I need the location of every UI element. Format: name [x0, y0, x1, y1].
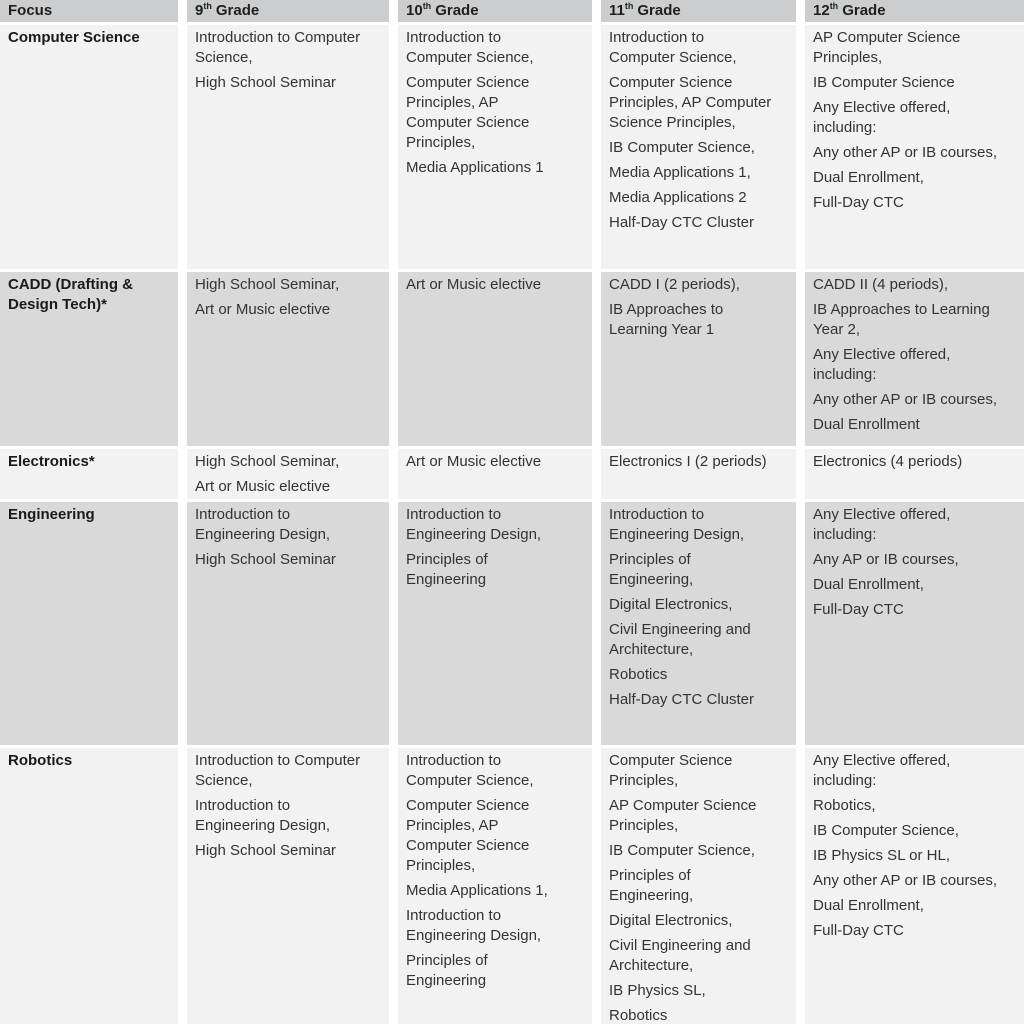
cell-electronics-grade12: [805, 449, 1024, 499]
course-item: Half-Day CTC Cluster: [609, 691, 755, 708]
cell-computer-science-grade12: [805, 25, 1024, 269]
course-item: Robotics,: [813, 797, 876, 814]
course-item: IB Physics SL or HL,: [813, 847, 950, 864]
course-item: Computer Science Principles, AP Computer Science Principles,: [406, 74, 530, 151]
course-item: Computer Science Principles, AP Computer Science Principles,: [609, 74, 772, 131]
course-item: Media Applications 1,: [609, 164, 751, 181]
course-item: Introduction to Computer Science,: [406, 752, 534, 789]
course-item: Electronics (4 periods): [813, 453, 963, 470]
grade-ordinal-suffix: th: [203, 1, 212, 11]
column-header-focus-label: Focus: [8, 2, 53, 19]
course-item: Any Elective offered, including:: [813, 99, 951, 136]
grade-number: 12: [813, 2, 830, 19]
course-item: IB Physics SL,: [609, 982, 706, 999]
cell-engineering-grade10: [398, 502, 592, 745]
cell-computer-science-grade10: [398, 25, 592, 269]
course-item: AP Computer Science Principles,: [609, 797, 757, 834]
row-header-engineering: Engineering: [0, 502, 178, 745]
cell-electronics-grade9: [187, 449, 389, 499]
course-item: IB Computer Science: [813, 74, 955, 91]
course-item: Principles of Engineering: [406, 551, 488, 588]
course-item: Digital Electronics,: [609, 912, 733, 929]
course-item: IB Computer Science,: [609, 842, 755, 859]
course-item: Art or Music elective: [406, 276, 542, 293]
course-item: Introduction to Engineering Design,: [406, 907, 542, 944]
row-header-robotics: Robotics: [0, 748, 178, 1024]
cell-electronics-grade11: [601, 449, 796, 499]
course-item: Robotics: [609, 666, 668, 683]
row-header-computer-science: Computer Science: [0, 25, 178, 269]
cell-engineering-grade12: [805, 502, 1024, 745]
course-item: Computer Science Principles, AP Computer Science Principles,: [406, 797, 530, 874]
course-item: Art or Music elective: [195, 478, 331, 495]
course-item: High School Seminar,: [195, 276, 340, 293]
course-item: Any Elective offered, including:: [813, 346, 951, 383]
course-item: Any Elective offered, including:: [813, 752, 951, 789]
course-item: CADD II (4 periods),: [813, 276, 949, 293]
course-item: Principles of Engineering,: [609, 551, 694, 588]
column-header-11th-grade: [601, 0, 796, 22]
course-item: Media Applications 2: [609, 189, 747, 206]
cell-cadd-grade12: [805, 272, 1024, 446]
cell-computer-science-grade9: [187, 25, 389, 269]
course-item: AP Computer Science Principles,: [813, 29, 961, 66]
grade-ordinal-suffix: th: [624, 1, 634, 11]
cell-computer-science-grade11: [601, 25, 796, 269]
cell-electronics-grade10: [398, 449, 592, 499]
grade-word: Grade: [435, 2, 479, 19]
column-header-focus: [0, 0, 178, 22]
grade-word: Grade: [842, 2, 886, 19]
course-item: Digital Electronics,: [609, 596, 733, 613]
course-item: Any AP or IB courses,: [813, 551, 959, 568]
course-item: Media Applications 1,: [406, 882, 548, 899]
course-item: Media Applications 1: [406, 159, 544, 176]
course-item: Any other AP or IB courses,: [813, 872, 997, 889]
course-item: Full-Day CTC: [813, 194, 904, 211]
course-item: Civil Engineering and Architecture,: [609, 621, 751, 658]
course-item: Full-Day CTC: [813, 601, 904, 618]
column-header-9th-grade: [187, 0, 389, 22]
course-item: Civil Engineering and Architecture,: [609, 937, 751, 974]
grade-number: 9: [195, 2, 204, 19]
course-item: Half-Day CTC Cluster: [609, 214, 755, 231]
cell-robotics-grade12: [805, 748, 1024, 1024]
course-item: Computer Science Principles,: [609, 752, 733, 789]
cell-cadd-grade11: [601, 272, 796, 446]
course-item: Full-Day CTC: [813, 922, 904, 939]
grade-word: Grade: [215, 2, 260, 19]
course-item: IB Approaches to Learning Year 1: [609, 301, 724, 338]
course-item: Introduction to Engineering Design,: [195, 797, 331, 834]
course-item: Electronics I (2 periods): [609, 453, 767, 470]
course-item: Any other AP or IB courses,: [813, 144, 997, 161]
course-item: Any Elective offered, including:: [813, 506, 951, 543]
course-item: High School Seminar,: [195, 453, 340, 470]
row-header-electronics: Electronics*: [0, 449, 178, 499]
cell-engineering-grade9: [187, 502, 389, 745]
column-header-12th-grade: [805, 0, 1024, 22]
course-item: Introduction to Computer Science,: [195, 752, 361, 789]
cell-cadd-grade9: [187, 272, 389, 446]
cell-cadd-grade10: [398, 272, 592, 446]
grade-number: 10: [406, 2, 423, 19]
course-item: Introduction to Engineering Design,: [609, 506, 745, 543]
cell-robotics-grade10: [398, 748, 592, 1024]
grade-word: Grade: [637, 2, 681, 19]
course-item: Dual Enrollment,: [813, 576, 924, 593]
course-item: High School Seminar: [195, 551, 336, 568]
course-item: Dual Enrollment: [813, 416, 920, 433]
course-item: Any other AP or IB courses,: [813, 391, 997, 408]
course-item: Principles of Engineering: [406, 952, 488, 989]
course-item: High School Seminar: [195, 74, 336, 91]
cell-robotics-grade11: [601, 748, 796, 1024]
course-item: IB Computer Science,: [609, 139, 755, 156]
course-item: Principles of Engineering,: [609, 867, 694, 904]
course-item: Robotics: [609, 1007, 668, 1024]
cell-robotics-grade9: [187, 748, 389, 1024]
course-item: IB Computer Science,: [813, 822, 959, 839]
column-header-10th-grade: [398, 0, 592, 22]
grade-ordinal-suffix: th: [422, 1, 432, 11]
row-header-cadd: CADD (Drafting & Design Tech)*: [0, 272, 178, 446]
cell-engineering-grade11: [601, 502, 796, 745]
course-item: Art or Music elective: [195, 301, 331, 318]
course-item: Introduction to Computer Science,: [195, 29, 361, 66]
course-item: Dual Enrollment,: [813, 897, 924, 914]
course-item: Introduction to Computer Science,: [406, 29, 534, 66]
course-item: High School Seminar: [195, 842, 336, 859]
course-item: CADD I (2 periods),: [609, 276, 740, 293]
course-item: Art or Music elective: [406, 453, 542, 470]
grade-ordinal-suffix: th: [829, 1, 839, 11]
course-item: Introduction to Engineering Design,: [406, 506, 542, 543]
course-item: Dual Enrollment,: [813, 169, 924, 186]
grade-number: 11: [609, 2, 625, 19]
course-item: Introduction to Computer Science,: [609, 29, 737, 66]
course-item: IB Approaches to Learning Year 2,: [813, 301, 990, 338]
course-item: Introduction to Engineering Design,: [195, 506, 331, 543]
